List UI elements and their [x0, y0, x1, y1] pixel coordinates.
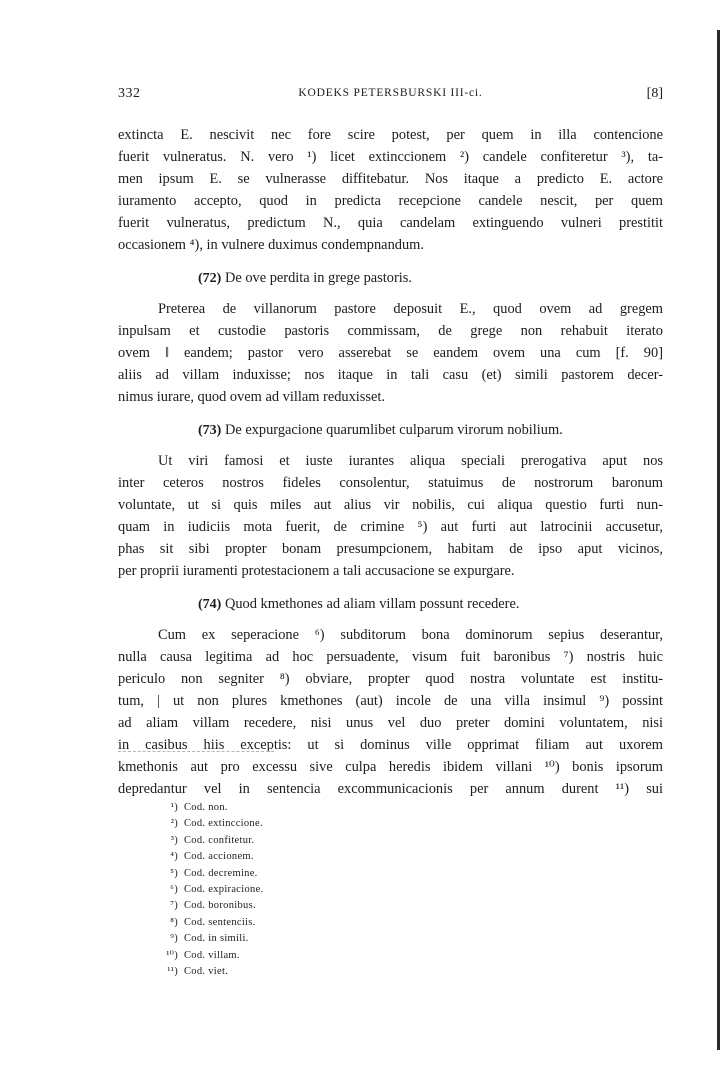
- section-marker: [8]: [646, 86, 663, 101]
- text-line: depredantur vel in sentencia excommunicacionis per annum durent ¹¹) sui: [118, 781, 663, 797]
- text-line: iuramento accepto, quod in predicta recepcione candele nescit, per quem: [118, 193, 663, 209]
- footnote: [160, 816, 263, 832]
- footnote-number: ¹¹): [167, 965, 178, 977]
- footnote-text: Cod. boronibus.: [184, 900, 256, 912]
- footnote-number: ⁵): [170, 867, 178, 879]
- section-heading: [118, 419, 663, 441]
- text-line: fuerit vulneratus, predictum N., quia candelam extinguendo vulneri prestitit: [118, 215, 663, 231]
- section-73: [118, 419, 663, 582]
- text-line: men ipsum E. se vulnerasse diffitebatur. Nos itaque a predicto E. actore: [118, 171, 663, 187]
- text-line: Preterea de villanorum pastore deposuit E., quod ovem ad gregem: [158, 301, 663, 317]
- footnote: [160, 800, 263, 816]
- text-line: Cum ex seperacione ⁶) subditorum bona dominorum sepius deserantur,: [158, 627, 663, 643]
- text-line: quam in iudiciis mota fuerit, de crimine ⁵) aut furti aut latrocinii accusetur,: [118, 519, 663, 535]
- footnote: [160, 833, 263, 849]
- footnote-text: Cod. villam.: [184, 949, 240, 961]
- footnote-number: ¹): [170, 802, 178, 813]
- footnote-number: ³): [170, 834, 178, 846]
- section-number: (73): [198, 423, 222, 438]
- footnote-text: Cod. expiracione.: [184, 883, 264, 895]
- text-line: inter ceteros nostros fideles consolentur, statuimus de nostrorum baronum: [118, 475, 663, 491]
- text-line: Ut viri famosi et iuste iurantes aliqua speciali prerogativa aput nos: [158, 453, 663, 469]
- footnote: [160, 882, 263, 898]
- running-header: [118, 86, 663, 106]
- footnote: [160, 915, 263, 931]
- section-72: [118, 267, 663, 408]
- text-line: nimus iurare, quod ovem ad villam reduxisset.: [118, 389, 385, 405]
- footnotes: [160, 800, 263, 980]
- footnote: [160, 948, 263, 964]
- footnote-text: Cod. viet.: [184, 965, 229, 977]
- footnote-number: ⁷): [170, 900, 178, 912]
- section-heading: [118, 593, 663, 615]
- footnote: [160, 849, 263, 865]
- footnote-text: Cod. decremine.: [184, 867, 258, 879]
- section-number: (74): [198, 597, 222, 612]
- footnote-text: Cod. accionem.: [184, 851, 254, 863]
- section-74: [118, 593, 663, 800]
- footnote-number: ⁶): [170, 883, 178, 895]
- footnote-text: Cod. sentenciis.: [184, 916, 256, 928]
- footnote-text: Cod. non.: [184, 802, 228, 813]
- text-line: voluntate, ut si quis miles aut alius vir nobilis, cui aliqua questio furti nun-: [118, 497, 663, 513]
- text-line: ovem ‖ eandem; pastor vero asserebat se eandem ovem una cum [f. 90]: [118, 345, 663, 361]
- footnote: [160, 866, 263, 882]
- text-line: ad aliam villam recedere, nisi unus vel duo preter domini voluntatem, nisi: [118, 715, 663, 731]
- footnote-text: Cod. extinccione.: [184, 818, 263, 830]
- text-line: aliis ad villam induxisse; nos itaque in tali casu (et) simili pastorem decer-: [118, 367, 663, 383]
- text-line: in casibus hiis exceptis: ut si dominus ville opprimat filiam aut uxorem: [118, 737, 663, 753]
- footnote-number: ⁸): [170, 916, 178, 928]
- footnote-number: ⁹): [170, 933, 178, 945]
- section-title: De expurgacione quarumlibet culparum virorum nobilium.: [224, 422, 563, 438]
- section-title: Quod kmethones ad aliam villam possunt recedere.: [224, 596, 520, 612]
- page-number: 332: [118, 86, 141, 101]
- section-number: (72): [198, 271, 222, 286]
- intro-paragraph: [118, 124, 663, 256]
- footnote-text: Cod. confitetur.: [184, 834, 255, 846]
- footnote-number: ²): [170, 818, 178, 830]
- footnote-text: Cod. in simili.: [184, 933, 249, 945]
- text-line: occasionem ⁴), in vulnere duximus condempnandum.: [118, 237, 424, 253]
- footnote: [160, 964, 263, 980]
- footnote-number: ⁴): [170, 851, 178, 863]
- running-title: KODEKS PETERSBURSKI III-ci.: [298, 87, 483, 99]
- section-title: De ove perdita in grege pastoris.: [224, 270, 412, 286]
- text-line: per proprii iuramenti protestacionem a tali accusacione se expurgare.: [118, 563, 515, 579]
- text-line: nulla causa legitima ad hoc persuadente, visum fuit baronibus ⁷) nostris huic: [118, 649, 663, 665]
- text-line: tum, | ut non plures kmethones (aut) incole de una villa insimul ⁹) possint: [118, 693, 663, 709]
- text-line: kmethonis aut pro excessu sive culpa heredis ibidem villani ¹⁰) bonis ipsorum: [118, 759, 663, 775]
- footnote-divider: [118, 751, 274, 752]
- footnote-number: ¹⁰): [166, 949, 178, 961]
- text-line: extincta E. nescivit nec fore scire potest, per quem in illa contencione: [118, 127, 663, 143]
- section-heading: [118, 267, 663, 289]
- text-line: inpulsam et custodie pastoris commissam, de grege non rehabuit iterato: [118, 323, 663, 339]
- text-line: phas sit sibi propter bonam presumpcionem, habitam de ipso aput vicinos,: [118, 541, 663, 557]
- footnote: [160, 931, 263, 947]
- text-line: periculo non segniter ⁸) obviare, propter quod nostra voluntate est institu-: [118, 671, 663, 687]
- body-text: [118, 124, 663, 800]
- text-line: fuerit vulneratus. N. vero ¹) licet extinccionem ²) candele confiteretur ³), ta-: [118, 149, 663, 165]
- footnote: [160, 898, 263, 914]
